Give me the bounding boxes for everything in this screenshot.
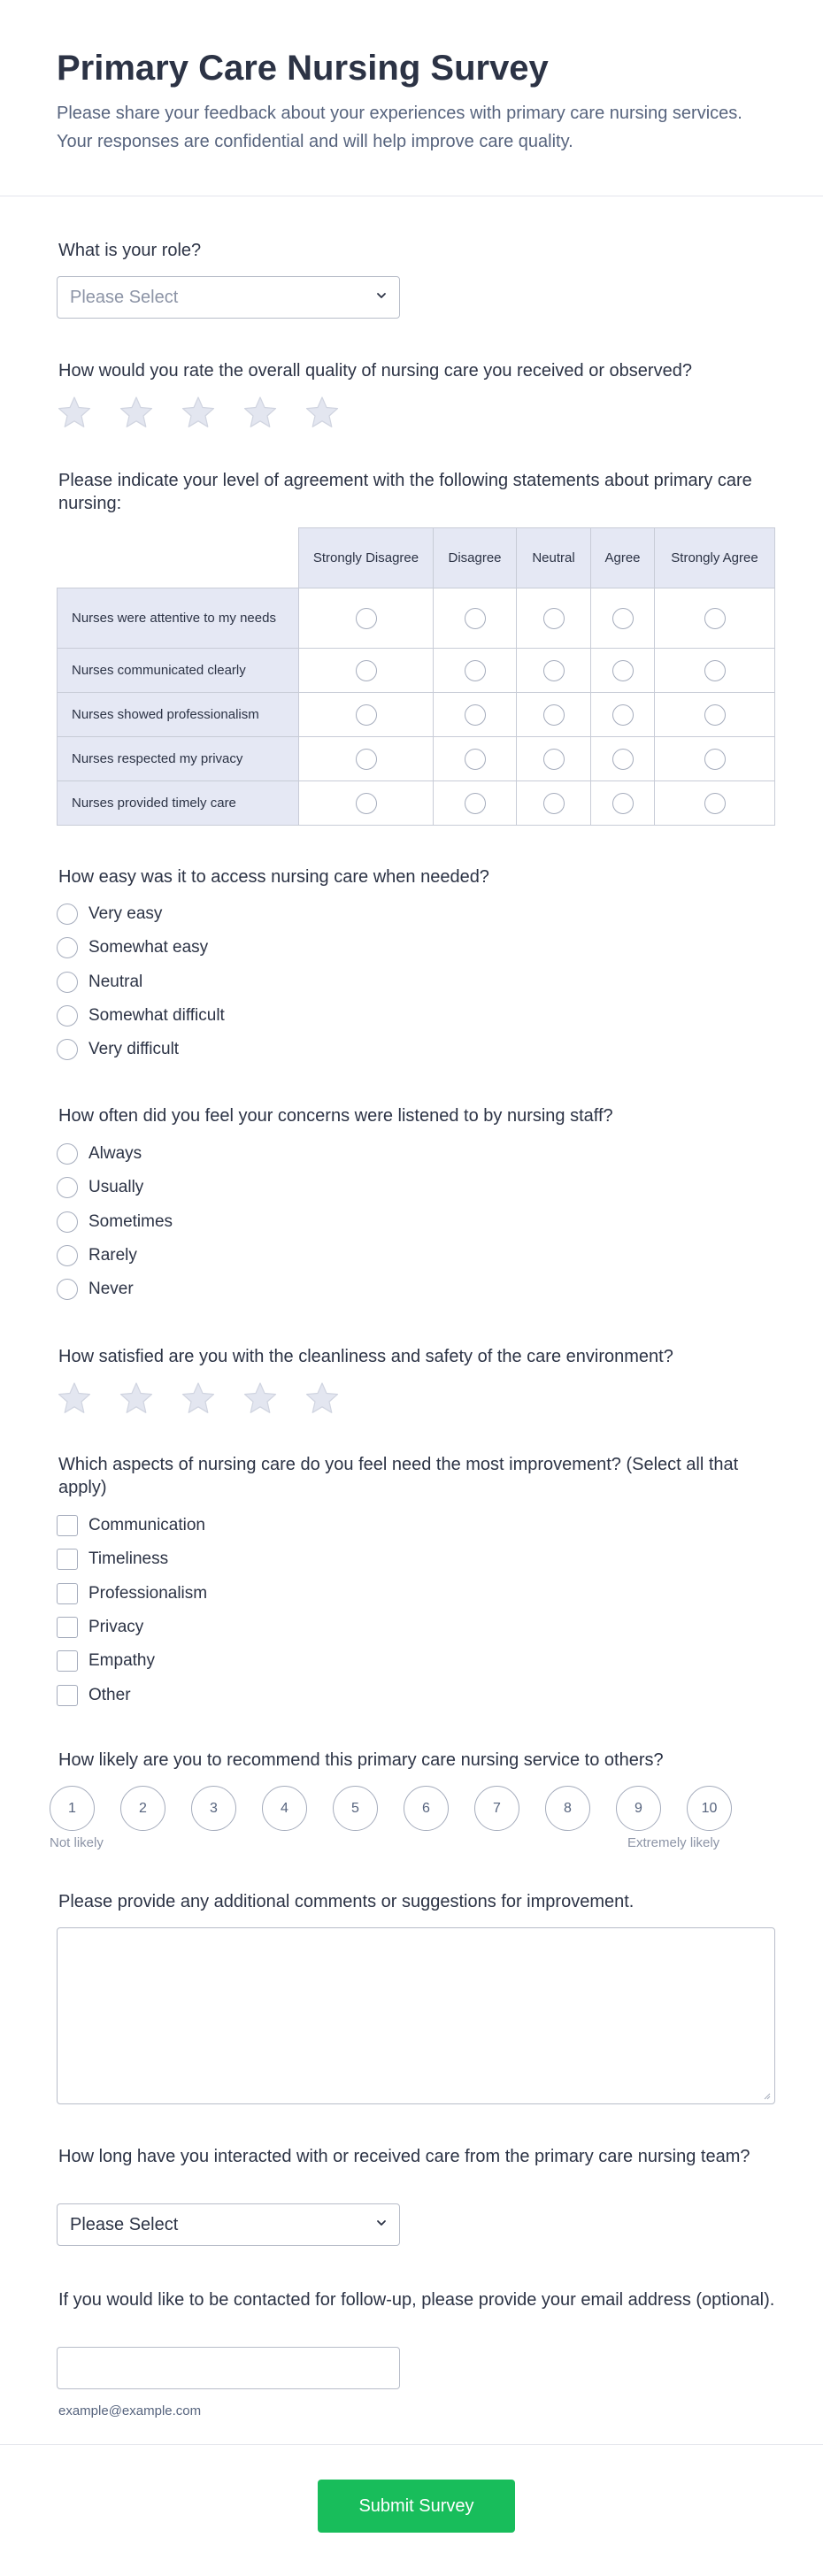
matrix-column-header: Strongly Agree [655,528,775,588]
checkbox[interactable] [57,1650,78,1672]
matrix-radio[interactable] [356,608,377,629]
matrix-row-label: Nurses were attentive to my needs [58,588,299,649]
option-label: Sometimes [88,1211,173,1231]
comments-label: Please provide any additional comments or suggestions for improvement. [58,1892,635,1911]
option-label: Usually [88,1178,144,1197]
matrix-cell [434,588,517,649]
listened-label: How often did you feel your concerns were listened to by nursing staff? [58,1106,613,1126]
matrix-cell [434,693,517,737]
radio-button[interactable] [57,1279,78,1300]
chevron-down-icon [376,290,387,301]
listened-options [57,1137,173,1306]
matrix-column-header: Neutral [517,528,591,588]
star-icon[interactable] [181,395,216,430]
matrix-cell [434,649,517,693]
matrix-column-header: Agree [591,528,655,588]
matrix-radio[interactable] [612,608,634,629]
form-header [0,0,823,196]
email-label: If you would like to be contacted for follow-up, please provide your email address (optional). [58,2290,775,2310]
checkbox[interactable] [57,1617,78,1638]
matrix-radio[interactable] [356,749,377,770]
matrix-radio[interactable] [543,749,565,770]
star-icon[interactable] [119,395,154,430]
comments-textarea[interactable] [57,1927,775,2104]
star-icon[interactable] [181,1380,216,1416]
form-footer [0,2444,823,2576]
radio-button[interactable] [57,937,78,958]
radio-option[interactable] [57,1033,225,1066]
access-label: How easy was it to access nursing care when needed? [58,867,489,887]
radio-option[interactable] [57,1205,173,1239]
option-label: Somewhat difficult [88,1006,225,1026]
matrix-cell [299,737,434,781]
matrix-row-label: Nurses showed professionalism [58,693,299,737]
radio-button[interactable] [57,1177,78,1198]
matrix-cell [517,588,591,649]
radio-option[interactable] [57,999,225,1033]
star-icon[interactable] [57,395,92,430]
recommend-scale [50,1786,732,1831]
scale-option-3[interactable]: 3 [191,1786,236,1831]
radio-button[interactable] [57,904,78,925]
checkbox-option[interactable] [57,1644,207,1678]
matrix-cell [299,781,434,826]
option-label: Somewhat easy [88,938,209,957]
quality-star-rating [57,395,340,430]
matrix-radio[interactable] [465,749,486,770]
duration-select-value: Please Select [70,2215,179,2234]
access-options [57,897,225,1066]
matrix-radio[interactable] [465,704,486,726]
checkbox-option[interactable] [57,1611,207,1644]
scale-option-10[interactable]: 10 [687,1786,732,1831]
scale-low-label: Not likely [50,1835,104,1850]
matrix-row-label: Nurses respected my privacy [58,737,299,781]
radio-option[interactable] [57,1239,173,1273]
matrix-cell [299,693,434,737]
matrix-cell [655,693,775,737]
improve-options [57,1509,207,1712]
matrix-radio[interactable] [356,660,377,681]
star-icon[interactable] [119,1380,154,1416]
quality-label: How would you rate the overall quality of nursing care you received or observed? [58,361,692,381]
scale-option-1[interactable]: 1 [50,1786,95,1831]
scale-option-5[interactable]: 5 [333,1786,378,1831]
option-label: Communication [88,1516,205,1535]
matrix-row [58,588,775,649]
radio-option[interactable] [57,1137,173,1171]
page-subtitle: Please share your feedback about your experiences with primary care nursing services. Your responses are confidential and will help improve care quality. [57,104,742,151]
submit-button[interactable]: Submit Survey [318,2480,515,2533]
matrix-cell [591,693,655,737]
option-label: Very easy [88,904,163,924]
matrix-radio[interactable] [612,793,634,814]
matrix-corner [58,528,299,588]
matrix-cell [434,737,517,781]
matrix-cell [517,693,591,737]
matrix-row-label: Nurses communicated clearly [58,649,299,693]
star-icon[interactable] [304,1380,340,1416]
improve-label: Which aspects of nursing care do you feel need the most improvement? (Select all that apply) [58,1455,739,1497]
matrix-row-label: Nurses provided timely care [58,781,299,826]
radio-option[interactable] [57,897,225,931]
matrix-cell [591,588,655,649]
matrix-cell [434,781,517,826]
option-label: Never [88,1280,134,1299]
radio-option[interactable] [57,1171,173,1204]
checkbox-option[interactable] [57,1678,207,1711]
matrix-cell [591,737,655,781]
matrix-radio[interactable] [543,660,565,681]
matrix-radio[interactable] [543,704,565,726]
matrix-row [58,693,775,737]
checkbox[interactable] [57,1685,78,1706]
matrix-row [58,737,775,781]
matrix-radio[interactable] [612,704,634,726]
radio-button[interactable] [57,1143,78,1165]
matrix-column-header: Strongly Disagree [299,528,434,588]
matrix-cell [517,781,591,826]
matrix-cell [655,781,775,826]
scale-option-8[interactable]: 8 [545,1786,590,1831]
checkbox-option[interactable] [57,1542,207,1576]
page-title: Primary Care Nursing Survey [57,49,549,88]
checkbox[interactable] [57,1549,78,1570]
scale-option-2[interactable]: 2 [120,1786,165,1831]
matrix-cell [655,649,775,693]
matrix-radio[interactable] [612,749,634,770]
clean-label: How satisfied are you with the cleanliness and safety of the care environment? [58,1347,673,1366]
option-label: Neutral [88,972,143,991]
matrix-radio[interactable] [465,793,486,814]
role-select-value: Please Select [70,288,179,307]
checkbox[interactable] [57,1515,78,1536]
option-label: Professionalism [88,1583,208,1603]
matrix-radio[interactable] [356,793,377,814]
matrix-radio[interactable] [465,660,486,681]
email-sublabel: example@example.com [58,2403,202,2418]
matrix-cell [591,781,655,826]
radio-button[interactable] [57,1245,78,1266]
role-select[interactable] [57,276,400,319]
matrix-label: Please indicate your level of agreement with the following statements about primary care nursing: [58,471,752,513]
scale-option-9[interactable]: 9 [616,1786,661,1831]
matrix-cell [655,588,775,649]
matrix-radio[interactable] [356,704,377,726]
radio-option[interactable] [57,931,225,965]
email-input[interactable] [57,2347,400,2389]
scale-high-label: Extremely likely [627,1835,720,1850]
star-icon[interactable] [242,395,278,430]
matrix-radio[interactable] [704,704,726,726]
radio-button[interactable] [57,1211,78,1233]
option-label: Always [88,1144,142,1164]
matrix-row [58,781,775,826]
scale-option-4[interactable]: 4 [262,1786,307,1831]
resize-handle-icon[interactable] [762,2091,771,2100]
matrix-radio[interactable] [704,660,726,681]
matrix-cell [517,737,591,781]
matrix-cell [655,737,775,781]
radio-button[interactable] [57,972,78,993]
matrix-radio[interactable] [465,608,486,629]
radio-option[interactable] [57,1273,173,1306]
checkbox-option[interactable] [57,1577,207,1611]
matrix-radio[interactable] [704,749,726,770]
radio-option[interactable] [57,965,225,999]
option-label: Timeliness [88,1549,169,1569]
matrix-radio[interactable] [543,608,565,629]
matrix-cell [517,649,591,693]
star-icon[interactable] [304,395,340,430]
duration-select[interactable] [57,2203,400,2246]
matrix-radio[interactable] [612,660,634,681]
star-icon[interactable] [242,1380,278,1416]
matrix-radio[interactable] [704,793,726,814]
matrix-cell [299,588,434,649]
radio-button[interactable] [57,1039,78,1060]
checkbox-option[interactable] [57,1509,207,1542]
role-label: What is your role? [58,241,202,260]
option-label: Very difficult [88,1040,180,1059]
matrix-row [58,649,775,693]
radio-button[interactable] [57,1005,78,1027]
option-label: Empathy [88,1651,155,1671]
checkbox[interactable] [57,1583,78,1604]
option-label: Privacy [88,1618,144,1637]
scale-option-6[interactable]: 6 [404,1786,449,1831]
matrix-cell [299,649,434,693]
matrix-column-header: Disagree [434,528,517,588]
scale-option-7[interactable]: 7 [474,1786,519,1831]
option-label: Rarely [88,1246,137,1265]
star-icon[interactable] [57,1380,92,1416]
clean-star-rating [57,1380,340,1416]
option-label: Other [88,1685,131,1704]
matrix-cell [591,649,655,693]
chevron-down-icon [376,2218,387,2228]
matrix-radio[interactable] [543,793,565,814]
duration-label: How long have you interacted with or received care from the primary care nursing team? [58,2147,750,2166]
matrix-radio[interactable] [704,608,726,629]
recommend-label: How likely are you to recommend this primary care nursing service to others? [58,1750,664,1770]
agreement-matrix [57,527,775,826]
